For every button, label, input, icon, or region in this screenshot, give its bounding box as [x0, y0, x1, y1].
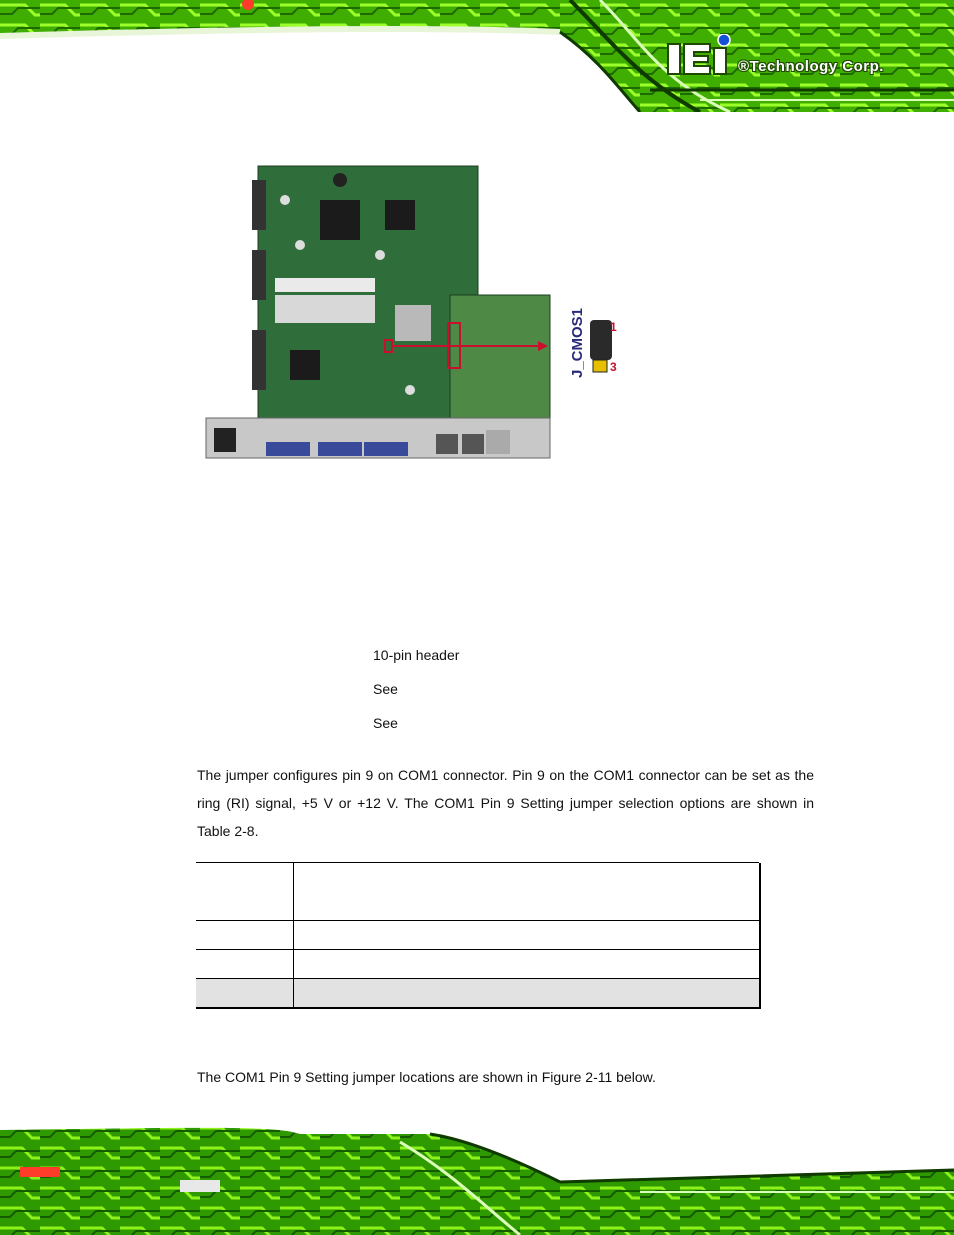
table-row	[196, 979, 761, 1009]
board-figure	[200, 160, 640, 465]
table-row	[196, 950, 761, 979]
jumper-type-text: 10-pin header	[373, 647, 460, 663]
jumper-location-ref: See	[373, 715, 398, 731]
logo-wordmark: ®Technology Corp.	[738, 58, 884, 75]
iei-logo-icon	[666, 34, 736, 76]
figure-reference-text: The COM1 Pin 9 Setting jumper locations are shown in Figure 2-11 below.	[197, 1069, 656, 1085]
description-paragraph: The jumper configures pin 9 on COM1 connector. Pin 9 on the COM1 connector can be set as the ring (RI) signal, +5 V or +12 V. The COM1 Pin 9 Setting jumper selection options are shown in Table 2-8.	[197, 767, 814, 839]
jumper-settings-table	[196, 862, 759, 1009]
table-row	[196, 921, 761, 950]
pin-3-label: 3	[610, 360, 617, 374]
footer-banner	[0, 1122, 954, 1235]
table-header-row	[196, 863, 761, 921]
jumper-settings-ref: See	[373, 681, 398, 697]
header-banner	[0, 0, 954, 112]
jumper-label: J_CMOS1	[569, 307, 586, 378]
pin-1-label: 1	[610, 320, 617, 334]
table-column-divider	[293, 862, 294, 1009]
